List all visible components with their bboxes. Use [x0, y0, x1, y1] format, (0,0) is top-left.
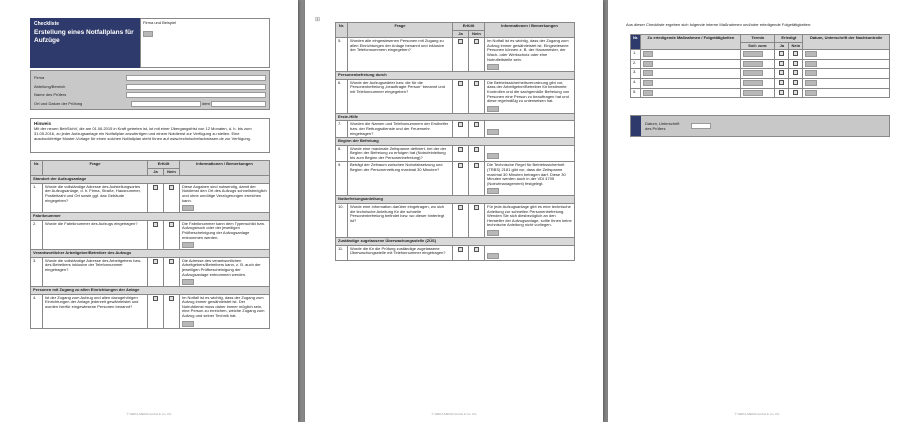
sample-label: Firma und Beispiel	[143, 20, 177, 25]
ja-cell	[453, 162, 469, 196]
datum-input[interactable]	[805, 70, 817, 76]
col-erfuellt: Erfüllt	[148, 161, 180, 169]
nein-checkbox[interactable]	[474, 39, 479, 44]
col-ja: Ja	[148, 168, 164, 176]
measure-cell	[641, 69, 741, 79]
ja-checkbox[interactable]	[458, 247, 463, 252]
termin-input[interactable]	[743, 70, 763, 76]
col-nr: Nr.	[336, 23, 348, 38]
nein-checkbox[interactable]	[793, 90, 798, 95]
info-text	[485, 121, 575, 138]
ja-checkbox[interactable]	[458, 122, 463, 127]
header-fields	[30, 70, 270, 110]
section-row	[31, 250, 270, 258]
nein-cell	[469, 79, 485, 113]
question-row	[31, 220, 270, 249]
nein-cell	[164, 220, 180, 249]
section-title: Personenbefreiung durch	[336, 72, 575, 80]
ja-cell	[775, 59, 789, 69]
info-text: Die Technische Regel für Betriebssicherheit (TRBS) 2181 gibt vor, dass die Zeitspanne maximal 30 Minuten betragen darf. Diese 30 Minuten werden auch in der VDI 4705 (Notrufmanagement) festgelegt.	[485, 162, 575, 196]
field-row: Ort und Datum der Prüfung dem	[34, 101, 266, 110]
ja-cell	[453, 145, 469, 162]
datum-input[interactable]	[805, 90, 817, 96]
row-number: 11.	[336, 245, 348, 261]
section-title: Verantwortlicher Arbeitgeber/Betreiber des Aufzugs	[31, 250, 270, 258]
termin-input[interactable]	[743, 51, 763, 57]
col-soll: Soll: zum:	[741, 42, 775, 50]
measure-input[interactable]	[643, 80, 653, 86]
question-row	[31, 257, 270, 286]
section-row	[336, 138, 575, 146]
measure-row	[631, 50, 890, 60]
nein-checkbox[interactable]	[169, 296, 174, 301]
measure-row	[631, 69, 890, 79]
hint-text: Mit der neuen BetrSichV, die am 01.06.2015 in Kraft getreten ist, ist mit einer Übergangsfrist von 12 Monaten, d. h. bis zum 31.05.2016, zu jeder Aufzugsanlage ein Notfallplan anzufertigen und einem Notdienst zur Verfügung zu stellen. Eine ausdruckfertige Muster-Vorlage für einen solchen Notfallplan steht Ihnen auf www.technischefachwissen.de zur Verfügung.	[34, 126, 252, 141]
ja-cell	[148, 220, 164, 249]
nein-checkbox[interactable]	[169, 222, 174, 227]
section-title: Erste-Hilfe	[336, 113, 575, 121]
nein-checkbox[interactable]	[474, 163, 479, 168]
ja-checkbox[interactable]	[458, 147, 463, 152]
ja-cell	[775, 69, 789, 79]
question-text: Wurden alle eingewiesenen Personen mit Zugang zu allen Einrichtungen der Anlage benannt und inklusive der Telefonnummern eingegeben?	[348, 38, 453, 72]
doc-subtitle: Erstellung eines Notfallplans für Aufzüge	[34, 29, 134, 44]
termin-cell	[741, 50, 775, 60]
termin-cell	[741, 88, 775, 98]
ja-checkbox[interactable]	[153, 222, 158, 227]
section-row	[336, 238, 575, 246]
field-row: Firma	[34, 75, 266, 84]
info-text: Diese Angaben sind notwendig, damit der Notdienst den Ort des Aufzugs schnellstmöglich und ohne unnötige Verzögerungen erreichen kann.	[180, 183, 270, 212]
question-text: Wurde der Aufzugswärter bzw. die für die Personenbefreiung „beauftragte Person“ benannt und mit Telefonnummer eingegeben?	[348, 79, 453, 113]
ja-cell	[775, 78, 789, 88]
row-number: 1.	[31, 183, 43, 212]
question-row	[336, 245, 575, 261]
termin-cell	[741, 59, 775, 69]
info-text: Die Betriebssicherheitsverordnung gibt vor, dass der Arbeitgeber/Betreiber für bestimmte Kontrollen und die sachgemäße Befreiung von Personen eine Person zu beauftragen hat und diese regelmäßig zu unterweisen hat.	[485, 79, 575, 113]
col-info: Informationen / Bemerkungen	[485, 23, 575, 38]
row-number: 2.	[631, 59, 641, 69]
termin-input[interactable]	[743, 90, 763, 96]
page-footer: © WEKA MEDIA GmbH & Co. KG	[431, 412, 477, 416]
ort-input[interactable]	[131, 101, 201, 107]
remark-field[interactable]	[487, 129, 499, 135]
ja-cell	[775, 88, 789, 98]
datum-cell	[803, 88, 890, 98]
nein-cell	[164, 183, 180, 212]
info-text: Die Fabriknummer kann dem Typenschild bzw. Aufzugsbuch oder der jeweiligen Prüfbescheinigung der Aufzugsanlage entnommen werden.	[180, 220, 270, 249]
ja-checkbox[interactable]	[779, 80, 784, 85]
ja-cell	[148, 257, 164, 286]
col-nein: Nein	[789, 42, 803, 50]
remark-field[interactable]	[182, 205, 194, 211]
question-text: Ist der Zugang zum Aufzug und allen dazugehörigen Einrichtungen der Anlage jederzeit gewährleistet und wurden hierfür eingewiesene Personen benannt?	[43, 294, 148, 328]
row-number: 1.	[631, 50, 641, 60]
pruefer-input[interactable]	[126, 92, 266, 98]
ja-checkbox[interactable]	[779, 70, 784, 75]
ja-cell	[453, 245, 469, 261]
signature-label: Datum, Unterschrift des Prüfers	[645, 121, 680, 131]
hint-title: Hinweis	[34, 121, 52, 126]
remark-field[interactable]	[487, 188, 499, 194]
info-text	[485, 245, 575, 261]
question-text: Wurde die für die Prüfung zuständige zugelassene Überwachungsstelle mit Telefonnummer eingetragen?	[348, 245, 453, 261]
nein-cell	[469, 245, 485, 261]
row-number: 5.	[336, 38, 348, 72]
question-row	[336, 38, 575, 72]
col-erfuellt: Erfüllt	[453, 23, 485, 31]
measure-cell	[641, 59, 741, 69]
signature-input[interactable]	[691, 123, 711, 129]
remark-field[interactable]	[487, 253, 499, 259]
table-handle-icon[interactable]: ⊞	[315, 17, 321, 23]
ja-cell	[148, 294, 164, 328]
question-text: Wurde die vollständige Adresse des Aufstellungsortes der Aufzugsanlage, d. h. Firma, Straße, Hausnummer, Postleitzahl und Ort sowie ggf. das Gebäude eingegeben?	[43, 183, 148, 212]
col-ja: Ja	[453, 30, 469, 38]
remark-field[interactable]	[182, 242, 194, 248]
question-row	[336, 79, 575, 113]
doc-title: Checkliste	[34, 21, 60, 27]
measure-cell	[641, 50, 741, 60]
sample-box	[140, 18, 270, 68]
col-ja: Ja	[775, 42, 789, 50]
ja-checkbox[interactable]	[779, 61, 784, 66]
measure-input[interactable]	[643, 90, 653, 96]
question-text: Wurde eine Information darüber eingetragen, wo sich die technische Anleitung für die schnelle Personenbefreiung befindet bzw. wo dieser hinterlegt ist?	[348, 204, 453, 238]
row-number: 10.	[336, 204, 348, 238]
col-measure: Zu erledigende Maßnahmen / Folgetätigkeiten	[641, 35, 741, 50]
ja-checkbox[interactable]	[779, 90, 784, 95]
section-row	[31, 213, 270, 221]
col-nr: Nr.	[31, 161, 43, 176]
col-nr: Nr.	[631, 35, 641, 50]
ja-checkbox[interactable]	[779, 51, 784, 56]
question-row	[336, 145, 575, 162]
measure-input[interactable]	[643, 70, 653, 76]
ja-cell	[453, 38, 469, 72]
question-text: Wurde eine maximale Zeitspanne definiert, bei der der Beginn der Befreiung zu erfolgen hat (Notrufeinleitung bis zum Beginn der Personenbefreiung)?	[348, 145, 453, 162]
nein-checkbox[interactable]	[793, 51, 798, 56]
question-text: Beträgt der Zeitraum zwischen Notrufabsetzung und Beginn der Personenrettung maximal 30 Minuten?	[348, 162, 453, 196]
col-info: Informationen / Bemerkungen	[180, 161, 270, 176]
ja-cell	[775, 50, 789, 60]
nein-cell	[164, 294, 180, 328]
question-text: Wurden die Namen und Telefonnummern der Ersthelfer bzw. der Rettungsdienste und der Feuerwehr eingetragen?	[348, 121, 453, 138]
info-text: Für jede Aufzugsanlage gibt es eine technische Anleitung zur schnellen Personenbefreiung. Wenden Sie sich diesbezüglich an den Hersteller der Aufzugsanlage, sollte Ihnen keine technische Anleitung nicht vorliegen.	[485, 204, 575, 238]
datum-input[interactable]	[211, 101, 266, 107]
ja-checkbox[interactable]	[458, 205, 463, 210]
row-number: 2.	[31, 220, 43, 249]
nein-cell	[164, 257, 180, 286]
datum-input[interactable]	[805, 61, 817, 67]
sample-field[interactable]	[143, 31, 153, 37]
info-text: Im Notfall ist es wichtig, dass der Zugang zum Aufzug immer gewährleistet ist. Eingewiesene Personen können z. B. der Hausmeister, der Wach- oder Werkschutz oder eine Notrufleitstelle sein.	[485, 38, 575, 72]
nein-cell	[789, 69, 803, 79]
col-termin: Termin	[741, 35, 775, 43]
ja-cell	[453, 121, 469, 138]
checklist-table-2	[335, 22, 575, 261]
nein-cell	[789, 50, 803, 60]
nein-checkbox[interactable]	[474, 205, 479, 210]
signature-row	[641, 116, 889, 136]
nein-cell	[469, 162, 485, 196]
remark-field[interactable]	[182, 279, 194, 285]
document-page-1	[0, 0, 298, 422]
section-title: Personen mit Zugang zu allen Einrichtungen der Anlage	[31, 287, 270, 295]
col-nein: Nein	[164, 168, 180, 176]
datum-cell	[803, 50, 890, 60]
nein-checkbox[interactable]	[169, 185, 174, 190]
nein-checkbox[interactable]	[793, 61, 798, 66]
page-footer: © WEKA MEDIA GmbH & Co. KG	[734, 412, 780, 416]
row-number: 4.	[31, 294, 43, 328]
nein-checkbox[interactable]	[169, 259, 174, 264]
measure-input[interactable]	[643, 61, 653, 67]
section-title: Fabriknummer	[31, 213, 270, 221]
nein-checkbox[interactable]	[474, 122, 479, 127]
question-row	[31, 183, 270, 212]
ja-checkbox[interactable]	[458, 39, 463, 44]
row-number: 8.	[336, 145, 348, 162]
row-number: 9.	[336, 162, 348, 196]
measure-row	[631, 88, 890, 98]
signature-box	[630, 115, 890, 137]
col-erledigt: Erledigt	[775, 35, 803, 43]
nein-checkbox[interactable]	[793, 70, 798, 75]
row-number: 3.	[31, 257, 43, 286]
field-row: Abteilung/Bereich	[34, 84, 266, 93]
nein-cell	[469, 204, 485, 238]
row-number: 6.	[336, 79, 348, 113]
ja-checkbox[interactable]	[153, 185, 158, 190]
document-page-2	[305, 0, 603, 422]
question-text: Wurde die vollständige Adresse des Arbeitgebers bzw. des Betreibers inklusive der Telefonnummer eingetragen?	[43, 257, 148, 286]
title-block	[30, 18, 270, 68]
measure-cell	[641, 78, 741, 88]
ja-checkbox[interactable]	[153, 296, 158, 301]
document-page-3	[608, 0, 906, 422]
nein-checkbox[interactable]	[793, 80, 798, 85]
checklist-table-1	[30, 160, 270, 329]
measure-cell	[641, 88, 741, 98]
remark-field[interactable]	[487, 106, 499, 112]
nein-checkbox[interactable]	[474, 247, 479, 252]
termin-cell	[741, 78, 775, 88]
datum-cell	[803, 78, 890, 88]
nein-cell	[469, 145, 485, 162]
section-title: Notbefreiungsanleitung	[336, 196, 575, 204]
nein-cell	[469, 38, 485, 72]
termin-input[interactable]	[743, 61, 763, 67]
info-text: Die Adresse des verantwortlichen Arbeitgebers/Betreibers kann, z. B. auch der jeweiligen Prüfbescheinigung der Aufzugsanlage entnommen werden.	[180, 257, 270, 286]
title-box	[30, 18, 140, 68]
datum-input[interactable]	[805, 51, 817, 57]
question-row	[336, 204, 575, 238]
col-datum: Datum, Unterschrift der Nachkontrolle	[803, 35, 890, 50]
row-number: 4.	[631, 78, 641, 88]
remark-field[interactable]	[487, 153, 499, 159]
field-row: Name des Prüfers	[34, 92, 266, 101]
nein-checkbox[interactable]	[474, 147, 479, 152]
nein-checkbox[interactable]	[474, 81, 479, 86]
ja-cell	[453, 204, 469, 238]
nein-cell	[789, 59, 803, 69]
remark-field[interactable]	[182, 321, 194, 327]
section-row	[31, 287, 270, 295]
row-number: 3.	[631, 69, 641, 79]
measure-row	[631, 78, 890, 88]
question-text: Wurde die Fabriknummer des Aufzugs eingetragen?	[43, 220, 148, 249]
ja-cell	[148, 183, 164, 212]
measure-input[interactable]	[643, 51, 653, 57]
termin-input[interactable]	[743, 80, 763, 86]
page-footer: © WEKA MEDIA GmbH & Co. KG	[126, 412, 172, 416]
datum-cell	[803, 69, 890, 79]
datum-input[interactable]	[805, 80, 817, 86]
bereich-input[interactable]	[126, 84, 266, 90]
remark-field[interactable]	[487, 230, 499, 236]
section-row	[336, 196, 575, 204]
ja-checkbox[interactable]	[153, 259, 158, 264]
ja-checkbox[interactable]	[458, 81, 463, 86]
ja-cell	[453, 79, 469, 113]
info-text	[485, 145, 575, 162]
ja-checkbox[interactable]	[458, 163, 463, 168]
measures-table	[630, 34, 890, 98]
section-row	[336, 72, 575, 80]
section-title: Standort der Aufzugsanlage	[31, 176, 270, 184]
firma-input[interactable]	[126, 75, 266, 81]
question-row	[31, 294, 270, 328]
measures-intro: Aus dieser Checkliste ergeben sich folgende interne Maßnahmen und/oder erledigende Folgetätigkeiten:	[626, 22, 812, 27]
nein-cell	[789, 88, 803, 98]
section-title: Zuständige zugelassene Überwachungsstelle (ZÜS)	[336, 238, 575, 246]
datum-cell	[803, 59, 890, 69]
section-title: Beginn der Befreiung	[336, 138, 575, 146]
nein-cell	[469, 121, 485, 138]
question-row	[336, 162, 575, 196]
info-text: Im Notfall ist es wichtig, dass der Zugang zum Aufzug immer gewährleistet ist. Der Notrufdienst muss daher immer möglich sein, eine Person zu erreichen, welche Zugang zum Aufzug und seiner Technik hat.	[180, 294, 270, 328]
row-number: 5.	[631, 88, 641, 98]
col-nein: Nein	[469, 30, 485, 38]
col-frage: Frage	[43, 161, 148, 176]
col-frage: Frage	[348, 23, 453, 38]
question-row	[336, 121, 575, 138]
section-row	[31, 176, 270, 184]
remark-field[interactable]	[487, 64, 499, 70]
section-row	[336, 113, 575, 121]
hint-box	[30, 118, 270, 153]
nein-cell	[789, 78, 803, 88]
measure-row	[631, 59, 890, 69]
row-number: 7.	[336, 121, 348, 138]
termin-cell	[741, 69, 775, 79]
signature-marker	[631, 116, 641, 136]
